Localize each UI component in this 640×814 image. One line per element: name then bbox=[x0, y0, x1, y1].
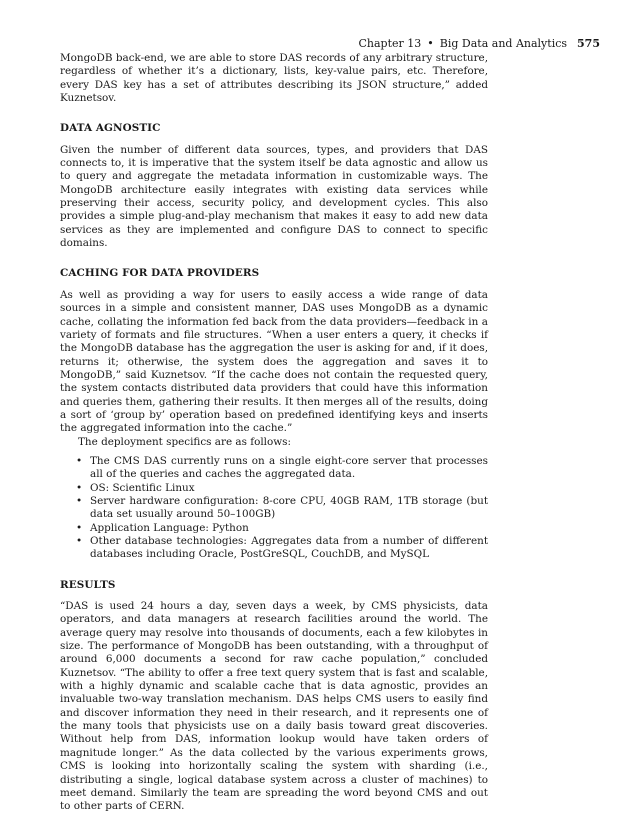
list-item: • Server hardware configuration: 8-core CPU, 40GB RAM, 1TB storage (but data set usually around 50–100GB) bbox=[82, 495, 488, 522]
section-heading: RESULTS bbox=[60, 578, 116, 591]
chapter-title: Big Data and Analytics bbox=[439, 37, 568, 50]
section-heading: CACHING FOR DATA PROVIDERS bbox=[60, 267, 260, 280]
body-paragraph: Given the number of different data sources, types, and providers that DAS connects to, it is imperative that the system itself be data agnostic and allow us to query and aggregate the metadata information in customizable ways. The MongoDB architecture easily integrates with existing data services while preserving their access, security policy, and development cycles. This also provides a simple plug-and-play mechanism that makes it easy to add new data services as they are implemented and configure DAS to connect to specific domains. bbox=[60, 143, 488, 250]
running-head bbox=[60, 37, 600, 50]
body-paragraph: The deployment specifics are as follows: bbox=[78, 435, 291, 448]
page-number: 575 bbox=[577, 37, 600, 50]
page-body bbox=[60, 52, 488, 814]
section-caching-for-data-providers bbox=[60, 267, 488, 561]
list-item: • Application Language: Python bbox=[82, 522, 488, 535]
section-results bbox=[60, 579, 488, 814]
body-paragraph: “DAS is used 24 hours a day, seven days a week, by CMS physicists, data operators, and data managers at research facilities around the world. The average query may resolve into thousands of documents, each a few kilobytes in size. The performance of MongoDB has been outstanding, with a throughput of around 6,000 documents a second for raw cache population,” concluded Kuznetsov. “The ability to offer a free text query system that is fast and scalable, with a highly dynamic and scalable cache that is data agnostic, provides an invaluable two-way translation mechanism. DAS helps CMS users to easily find and discover information they need in their research, and it represents one of the many tools that physicists use on a daily basis toward great discoveries. Without help from DAS, information lookup would have taken orders of magnitude longer.” As the data collected by the various experiments grows, CMS is looking into horizontally scaling the system with sharding (i.e., distributing a single, logical database system across a cluster of machines) to meet demand. Similarly the team are spreading the word beyond CMS and out to other parts of CERN. bbox=[60, 600, 488, 813]
list-item: • OS: Scientific Linux bbox=[82, 482, 488, 495]
section-data-agnostic bbox=[60, 122, 488, 250]
intro-paragraph: MongoDB back-end, we are able to store DAS records of any arbitrary structure, regardless of whether it’s a dictionary, lists, key-value pairs, etc. Therefore, every DAS key has a set of attributes describing its JSON structure,” added Kuznetsov. bbox=[60, 52, 488, 105]
section-heading: DATA AGNOSTIC bbox=[60, 122, 161, 135]
list-item: • The CMS DAS currently runs on a single eight-core server that processes all of the queries and caches the aggregated data. bbox=[82, 455, 488, 482]
list-item: • Other database technologies: Aggregates data from a number of different databases including Oracle, PostGreSQL, CouchDB, and MySQL bbox=[82, 535, 488, 562]
chapter-label: Chapter 13 bbox=[358, 37, 422, 50]
deployment-specifics-list bbox=[60, 455, 488, 562]
body-paragraph: As well as providing a way for users to easily access a wide range of data sources in a simple and consistent manner, DAS uses MongoDB as a dynamic cache, collating the information fed back from the data providers—feedback in a variety of formats and file structures. “When a user enters a query, it checks if the MongoDB database has the aggregation the user is asking for and, if it does, returns it; otherwise, the system does the aggregation and saves it to MongoDB,” said Kuznetsov. “If the cache does not contain the requested query, the system contacts distributed data providers that could have this information and queries them, gathering their results. It then merges all of the results, doing a sort of ‘group by’ operation based on predefined identifying keys and inserts the aggregated information into the cache.” bbox=[60, 288, 488, 435]
header-separator: • bbox=[427, 37, 434, 50]
